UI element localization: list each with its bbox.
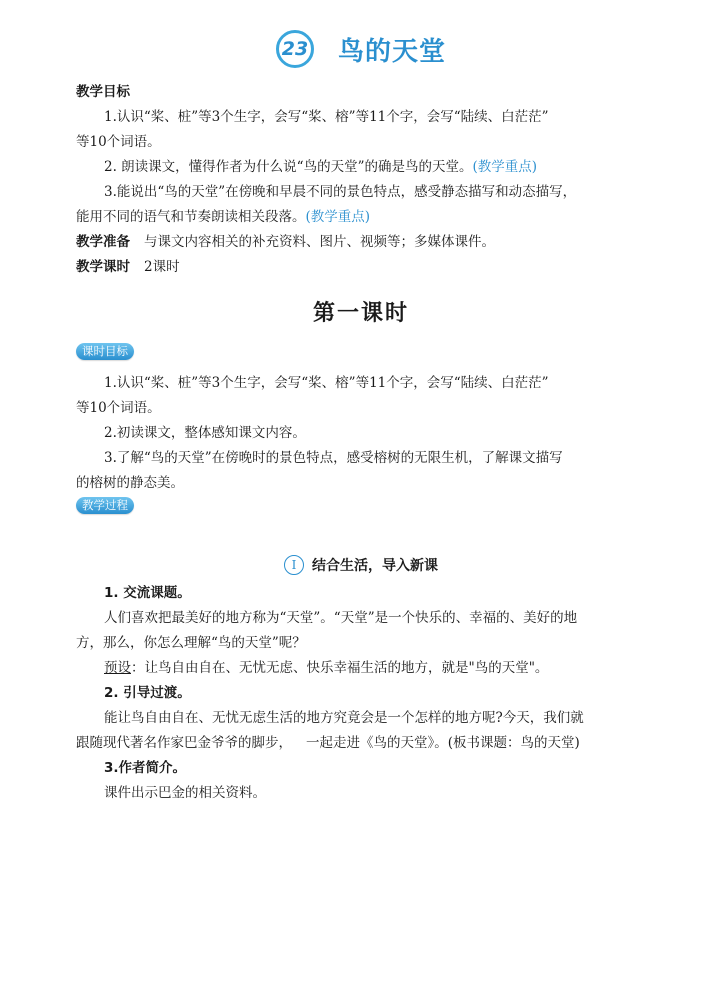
sub-heading-1: 1. 交流课题。 <box>104 585 191 601</box>
sub-1-line-2: 方，那么，你怎么理解“鸟的天堂”呢？ <box>76 635 306 651</box>
process-pill: 教学过程 <box>76 497 134 514</box>
hours-label: 教学课时 <box>76 259 130 275</box>
sub-2-line-2 <box>76 731 646 756</box>
period-goals <box>76 371 646 496</box>
prep-text: 与课文内容相关的补充资料、图片、视频等；多媒体课件。 <box>144 234 495 250</box>
period-goal-3-line-2: 的榕树的静态美。 <box>76 475 184 491</box>
section-title: 第一课时 <box>312 300 409 326</box>
sub-heading-2: 2. 引导过渡。 <box>104 685 191 701</box>
sub-2-line-2a: 跟随现代著名作家巴金爷爷的脚步， <box>76 735 292 751</box>
teaching-goals <box>76 80 646 280</box>
sub-3-text: 课件出示巴金的相关资料。 <box>104 785 266 801</box>
teaching-hours <box>76 255 646 280</box>
step-heading <box>0 555 722 575</box>
goal-item-2-text: 2. 朗读课文，懂得作者为什么说“鸟的天堂”的确是鸟的天堂。 <box>104 159 473 175</box>
goal-item-2-tag: (教学重点) <box>472 159 538 175</box>
preset-line <box>76 656 646 681</box>
period-goal-2: 2.初读课文，整体感知课文内容。 <box>104 425 306 441</box>
period-goal-1-line-2: 等10个词语。 <box>76 400 161 416</box>
period-goal-3-line-1: 3.了解“鸟的天堂”在傍晚时的景色特点，感受榕树的无限生机，了解课文描写 <box>104 450 563 466</box>
goal-item-3-line-1: 3.能说出“鸟的天堂”在傍晚和早晨不同的景色特点，感受静态描写和动态描写， <box>104 184 577 200</box>
goal-item-1-line-2: 等10个词语。 <box>76 134 161 150</box>
period-goals-pill: 课时目标 <box>76 343 134 360</box>
preset-text: ：让鸟自由自在、无忧无虑、快乐幸福生活的地方，就是"鸟的天堂"。 <box>131 660 549 676</box>
teaching-prep <box>76 230 646 255</box>
goal-item-1-line-1: 1.认识“桨、桩”等3个生字，会写“桨、榕”等11个字，会写“陆续、白茫茫” <box>104 109 549 125</box>
lesson-header <box>0 30 722 68</box>
goal-item-3-text: 能用不同的语气和节奏朗读相关段落。 <box>76 209 306 225</box>
goal-item-3-tag: (教学重点) <box>305 209 371 225</box>
sub-2-line-2b: 一起走进《鸟的天堂》。(板书课题：鸟的天堂) <box>306 735 580 751</box>
period-goal-1-line-1: 1.认识“桨、桩”等3个生字，会写“桨、榕”等11个字，会写“陆续、白茫茫” <box>104 375 549 391</box>
prep-label: 教学准备 <box>76 234 130 250</box>
goals-label: 教学目标 <box>76 84 130 100</box>
preset-label: 预设 <box>104 660 131 676</box>
step-numeral-badge: I <box>284 555 304 575</box>
process-content <box>76 581 646 806</box>
goal-item-3-line-2 <box>76 205 646 230</box>
sub-heading-3: 3.作者简介。 <box>104 760 187 776</box>
sub-2-line-1: 能让鸟自由自在、无忧无虑生活的地方究竟会是一个怎样的地方呢?今天，我们就 <box>104 710 584 726</box>
step-title: 结合生活，导入新课 <box>312 558 438 574</box>
hours-text: 2课时 <box>144 259 180 275</box>
lesson-number-badge: 23 <box>276 30 314 68</box>
sub-1-line-1: 人们喜欢把最美好的地方称为“天堂”。“天堂”是一个快乐的、幸福的、美好的地 <box>104 610 578 626</box>
lesson-title: 鸟的天堂 <box>337 36 446 67</box>
goal-item-2 <box>76 155 646 180</box>
